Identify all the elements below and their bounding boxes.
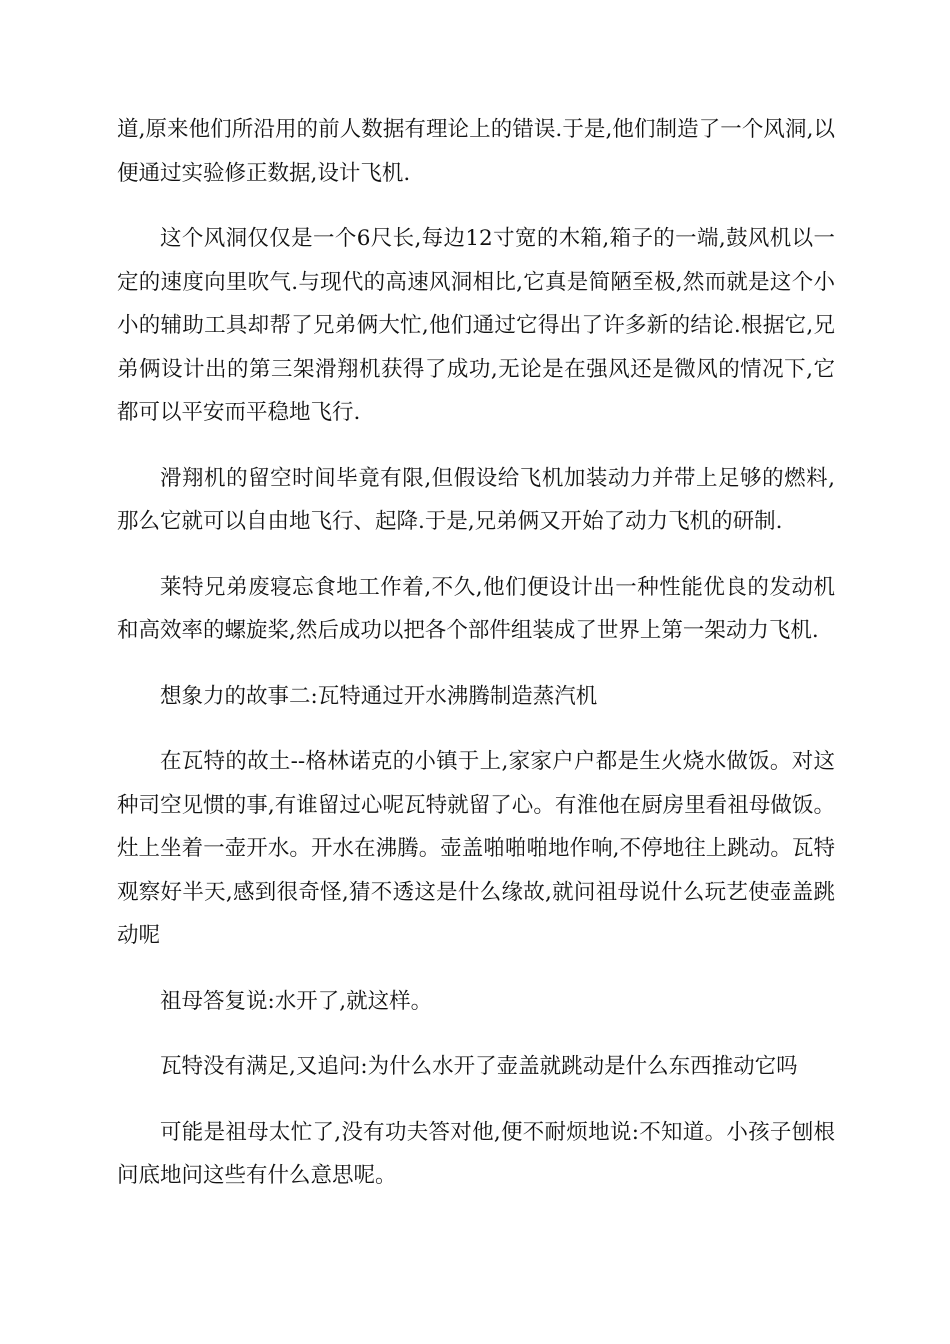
paragraph-watt-kettle: 在瓦特的故土--格林诺克的小镇于上,家家户户都是生火烧水做饭。对这种司空见惯的事,有谁留过心呢瓦特就留了心。有淮他在厨房里看祖母做饭。灶上坐着一壶开水。开水在沸腾。壶盖啪啪啪地作响,不停地往上跳动。瓦特观察好半天,感到很奇怪,猜不透这是什么缘故,就问祖母说什么玩艺使壶盖跳动呢 [117,749,835,948]
paragraph-glider: 滑翔机的留空时间毕竟有限,但假设给飞机加装动力并带上足够的燃料,那么它就可以自由地飞行、起降.于是,兄弟俩又开始了动力飞机的研制. [117,465,835,534]
paragraph-grandmother-answer: 祖母答复说:水开了,就这样。 [160,988,433,1014]
paragraph-watt-question: 瓦特没有满足,又追问:为什么水开了壶盖就跳动是什么东西推动它吗 [160,1054,798,1079]
paragraph-grandmother-reply: 可能是祖母太忙了,没有功夫答对他,便不耐烦地说:不知道。小孩子刨根问底地问这些有什么意思呢。 [117,1119,835,1188]
paragraph-continuation: 道,原来他们所沿用的前人数据有理论上的错误.于是,他们制造了一个风洞,以便通过实验修正数据,设计飞机. [117,117,835,186]
paragraph-wright-engine: 莱特兄弟废寝忘食地工作着,不久,他们便设计出一种性能优良的发动机和高效率的螺旋桨,然后成功以把各个部件组装成了世界上第一架动力飞机. [117,574,835,643]
document-page [117,108,835,1220]
paragraph-wind-tunnel: 这个风洞仅仅是一个6尺长,每边12寸宽的木箱,箱子的一端,鼓风机以一定的速度向里吹气.与现代的高速风洞相比,它真是简陋至极,然而就是这个小小的辅助工具却帮了兄弟俩大忙,他们通过它得出了许多新的结论.根据它,兄弟俩设计出的第三架滑翔机获得了成功,无论是在强风还是微风的情况下,它都可以平安而平稳地飞行. [117,226,835,425]
story-heading: 想象力的故事二:瓦特通过开水沸腾制造蒸汽机 [160,683,598,709]
